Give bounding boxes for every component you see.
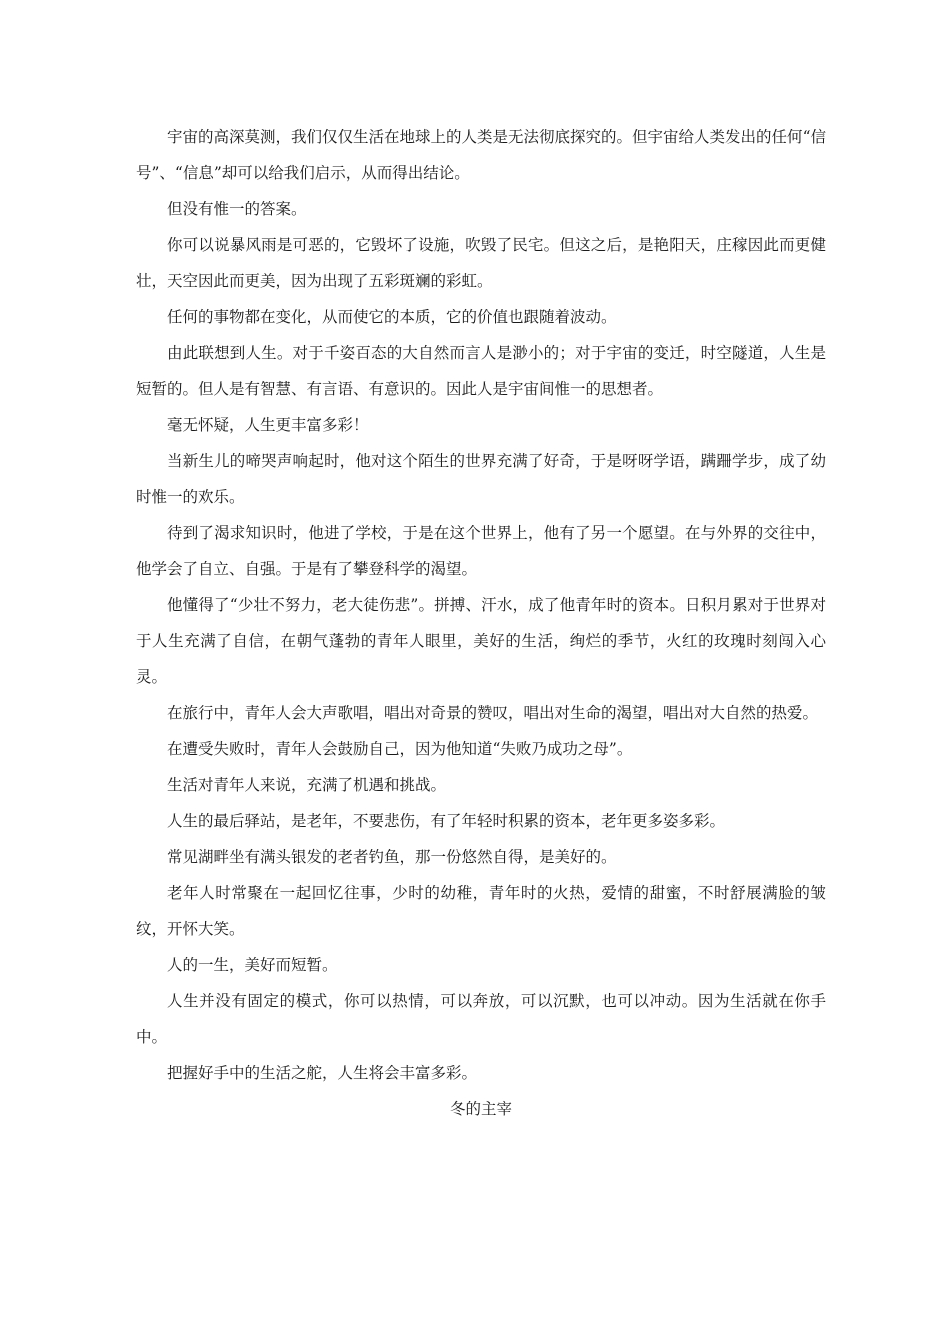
paragraph: 毫无怀疑，人生更丰富多彩！ [167,416,369,434]
paragraph: 生活对青年人来说，充满了机遇和挑战。 [167,776,447,794]
paragraph: 你可以说暴风雨是可恶的，它毁坏了设施，吹毁了民宅。但这之后，是艳阳天，庄稼因此而更健壮，天空因此而更美，因为出现了五彩斑斓的彩虹。 [136,236,826,290]
document-page [136,119,826,1127]
paragraph: 人的一生，美好而短暂。 [167,956,338,974]
paragraph: 但没有惟一的答案。 [167,200,307,218]
paragraph: 人生并没有固定的模式，你可以热情，可以奔放，可以沉默，也可以冲动。因为生活就在你手中。 [136,992,826,1046]
paragraph: 任何的事物都在变化，从而使它的本质，它的价值也跟随着波动。 [167,308,617,326]
paragraph: 老年人时常聚在一起回忆往事，少时的幼稚，青年时的火热，爱情的甜蜜，不时舒展满脸的皱纹，开怀大笑。 [136,884,826,938]
paragraph: 在旅行中，青年人会大声歌唱，唱出对奇景的赞叹，唱出对生命的渴望，唱出对大自然的热爱。 [167,704,819,722]
paragraph: 他懂得了“少壮不努力，老大徒伤悲”。拼搏、汗水，成了他青年时的资本。日积月累对于世界对于人生充满了自信，在朝气蓬勃的青年人眼里，美好的生活，绚烂的季节，火红的玫瑰时刻闯入心灵。 [136,596,826,686]
paragraph: 宇宙的高深莫测，我们仅仅生活在地球上的人类是无法彻底探究的。但宇宙给人类发出的任何“信号”、“信息”却可以给我们启示，从而得出结论。 [136,128,826,182]
next-essay-title: 冬的主宰 [449,1100,512,1118]
paragraph: 常见湖畔坐有满头银发的老者钓鱼，那一份悠然自得，是美好的。 [167,848,617,866]
paragraph: 把握好手中的生活之舵，人生将会丰富多彩。 [167,1064,478,1082]
paragraph: 待到了渴求知识时，他进了学校，于是在这个世界上，他有了另一个愿望。在与外界的交往中，他学会了自立、自强。于是有了攀登科学的渴望。 [136,524,826,578]
paragraph: 在遭受失败时，青年人会鼓励自己，因为他知道“失败乃成功之母”。 [167,740,633,758]
paragraph: 人生的最后驿站，是老年，不要悲伤，有了年轻时积累的资本，老年更多姿多彩。 [167,812,726,830]
paragraph: 由此联想到人生。对于千姿百态的大自然而言人是渺小的；对于宇宙的变迁，时空隧道，人生是短暂的。但人是有智慧、有言语、有意识的。因此人是宇宙间惟一的思想者。 [136,344,826,398]
paragraph: 当新生儿的啼哭声响起时，他对这个陌生的世界充满了好奇，于是呀呀学语，蹒跚学步，成了幼时惟一的欢乐。 [136,452,826,506]
